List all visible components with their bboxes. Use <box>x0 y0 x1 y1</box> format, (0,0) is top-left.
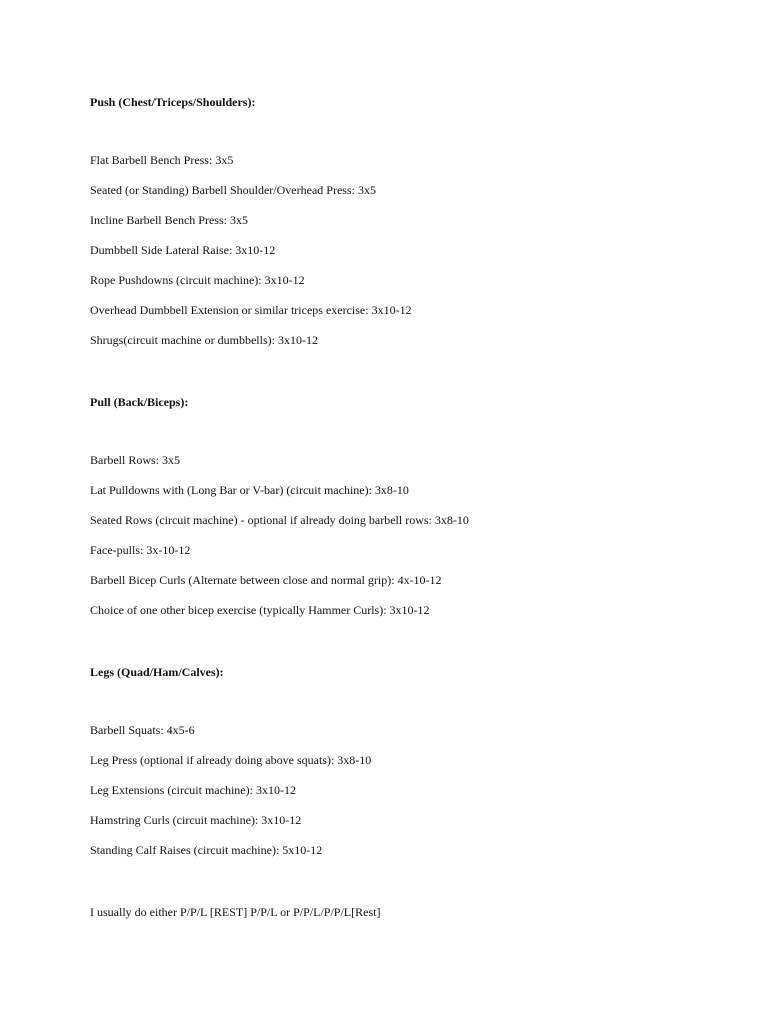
pull-item: Face-pulls: 3x-10-12 <box>90 543 191 557</box>
legs-item: Hamstring Curls (circuit machine): 3x10-12 <box>90 813 302 827</box>
push-item: Seated (or Standing) Barbell Shoulder/Overhead Press: 3x5 <box>90 183 376 197</box>
push-item: Dumbbell Side Lateral Raise: 3x10-12 <box>90 243 276 257</box>
pull-item: Barbell Bicep Curls (Alternate between close and normal grip): 4x-10-12 <box>90 573 442 587</box>
pull-item: Barbell Rows: 3x5 <box>90 453 180 467</box>
push-item: Shrugs(circuit machine or dumbbells): 3x10-12 <box>90 333 318 347</box>
legs-item: Barbell Squats: 4x5-6 <box>90 723 195 737</box>
legs-item: Leg Extensions (circuit machine): 3x10-12 <box>90 783 296 797</box>
pull-item: Choice of one other bicep exercise (typically Hammer Curls): 3x10-12 <box>90 603 430 617</box>
push-item: Overhead Dumbbell Extension or similar triceps exercise: 3x10-12 <box>90 303 412 317</box>
pull-item: Seated Rows (circuit machine) - optional if already doing barbell rows: 3x8-10 <box>90 513 469 527</box>
push-item: Flat Barbell Bench Press: 3x5 <box>90 153 234 167</box>
legs-item: Leg Press (optional if already doing above squats): 3x8-10 <box>90 753 372 767</box>
push-item: Rope Pushdowns (circuit machine): 3x10-12 <box>90 273 305 287</box>
push-item: Incline Barbell Bench Press: 3x5 <box>90 213 248 227</box>
legs-heading: Legs (Quad/Ham/Calves): <box>90 665 224 679</box>
legs-item: Standing Calf Raises (circuit machine): 5x10-12 <box>90 843 323 857</box>
pull-heading: Pull (Back/Biceps): <box>90 395 189 409</box>
schedule-note: I usually do either P/P/L [REST] P/P/L or P/P/L/P/P/L[Rest] <box>90 905 381 919</box>
push-heading: Push (Chest/Triceps/Shoulders): <box>90 95 256 109</box>
pull-item: Lat Pulldowns with (Long Bar or V-bar) (circuit machine): 3x8-10 <box>90 483 409 497</box>
